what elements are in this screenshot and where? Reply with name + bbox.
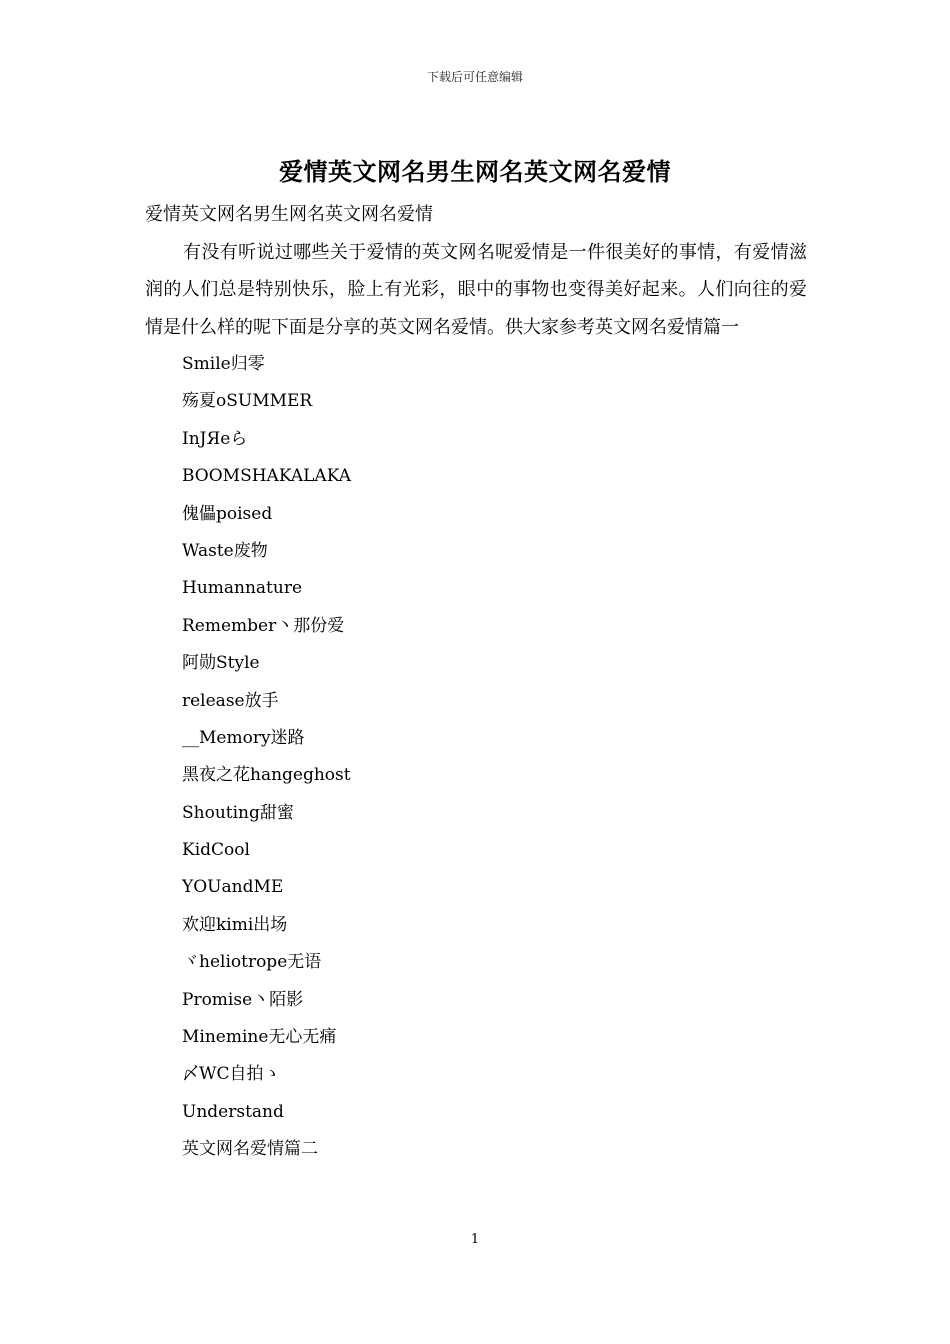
list-item: Shouting甜蜜 — [182, 802, 294, 823]
subtitle: 爱情英文网名男生网名英文网名爱情 — [145, 204, 433, 225]
list-item: __Memory迷路 — [182, 727, 305, 748]
list-item: release放手 — [182, 690, 279, 711]
list-item: Remember丶那份爱 — [182, 615, 345, 636]
list-item: 欢迎kimi出场 — [182, 914, 288, 935]
list-item: 黑夜之花hangeghost — [182, 765, 351, 786]
list-item: YOUandME — [182, 877, 284, 898]
list-item: 阿勋Style — [182, 653, 260, 674]
document-body — [145, 196, 807, 1169]
list-item: ヾheliotrope无语 — [182, 952, 322, 973]
list-item: Humannature — [182, 578, 303, 599]
document-title: 爱情英文网名男生网名英文网名爱情 — [279, 157, 671, 186]
list-item: Promise丶陌影 — [182, 989, 304, 1010]
list-item: Smile归零 — [182, 354, 265, 374]
list-item: Minemine无心无痛 — [182, 1027, 337, 1048]
list-item: 殇夏oSUMMER — [182, 391, 313, 412]
list-item: Understand — [182, 1101, 284, 1122]
name-list — [145, 346, 807, 1169]
list-item: 〆WC自拍ゝ — [182, 1064, 281, 1085]
list-item: BOOMSHAKALAKA — [182, 466, 351, 487]
page-number: 1 — [470, 1232, 480, 1247]
header-note: 下载后可任意编辑 — [426, 70, 523, 84]
intro-paragraph: 有没有听说过哪些关于爱情的英文网名呢爱情是一件很美好的事情，有爱情滋润的人们总是特别快乐，脸上有光彩，眼中的事物也变得美好起来。人们向往的爱情是什么样的呢下面是分享的英文网名爱情。供大家参考英文网名爱情篇一 — [145, 241, 807, 338]
list-item: InJЯeら — [182, 428, 248, 449]
list-item: 傀儡poised — [182, 503, 273, 524]
list-item: KidCool — [182, 840, 250, 861]
list-item: Waste废物 — [182, 540, 268, 561]
section-heading: 英文网名爱情篇二 — [182, 1139, 318, 1160]
